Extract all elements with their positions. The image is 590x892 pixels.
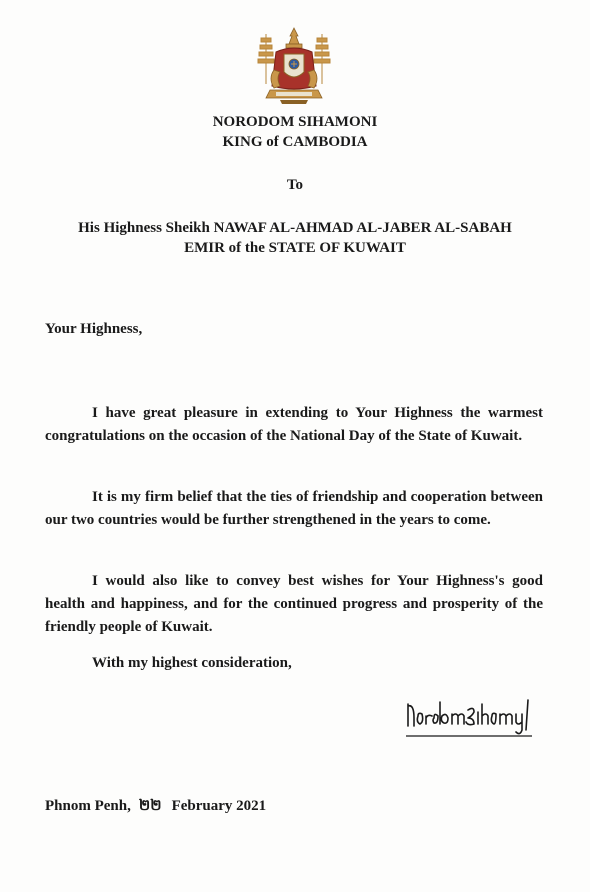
signature <box>402 696 542 742</box>
footer-day-khmer: ២២ <box>138 798 162 814</box>
recipient-line-2: EMIR of the STATE OF KUWAIT <box>184 240 406 256</box>
footer-place: Phnom Penh, <box>45 798 131 814</box>
sender-title: KING of CAMBODIA <box>222 134 368 150</box>
to-label: To <box>286 177 304 193</box>
closing: With my highest consideration, <box>92 655 292 671</box>
salutation: Your Highness, <box>45 321 143 337</box>
footer-month-year: February 2021 <box>171 798 267 814</box>
footer-date-line <box>45 796 266 816</box>
royal-coat-of-arms-icon <box>256 26 332 106</box>
paragraph-2: It is my firm belief that the ties of friendship and cooperation between our two countries would be further strengthened in the years to come. <box>45 489 543 528</box>
paragraph-1: I have great pleasure in extending to Your Highness the warmest congratulations on the occasion of the National Day of the State of Kuwait. <box>45 405 543 444</box>
recipient-line-1: His Highness Sheikh NAWAF AL-AHMAD AL-JABER AL-SABAH <box>78 220 512 236</box>
paragraph-3: I would also like to convey best wishes for Your Highness's good health and happiness, and for the continued progress and prosperity of the friendly people of Kuwait. <box>45 573 543 635</box>
sender-name: NORODOM SIHAMONI <box>212 114 378 130</box>
